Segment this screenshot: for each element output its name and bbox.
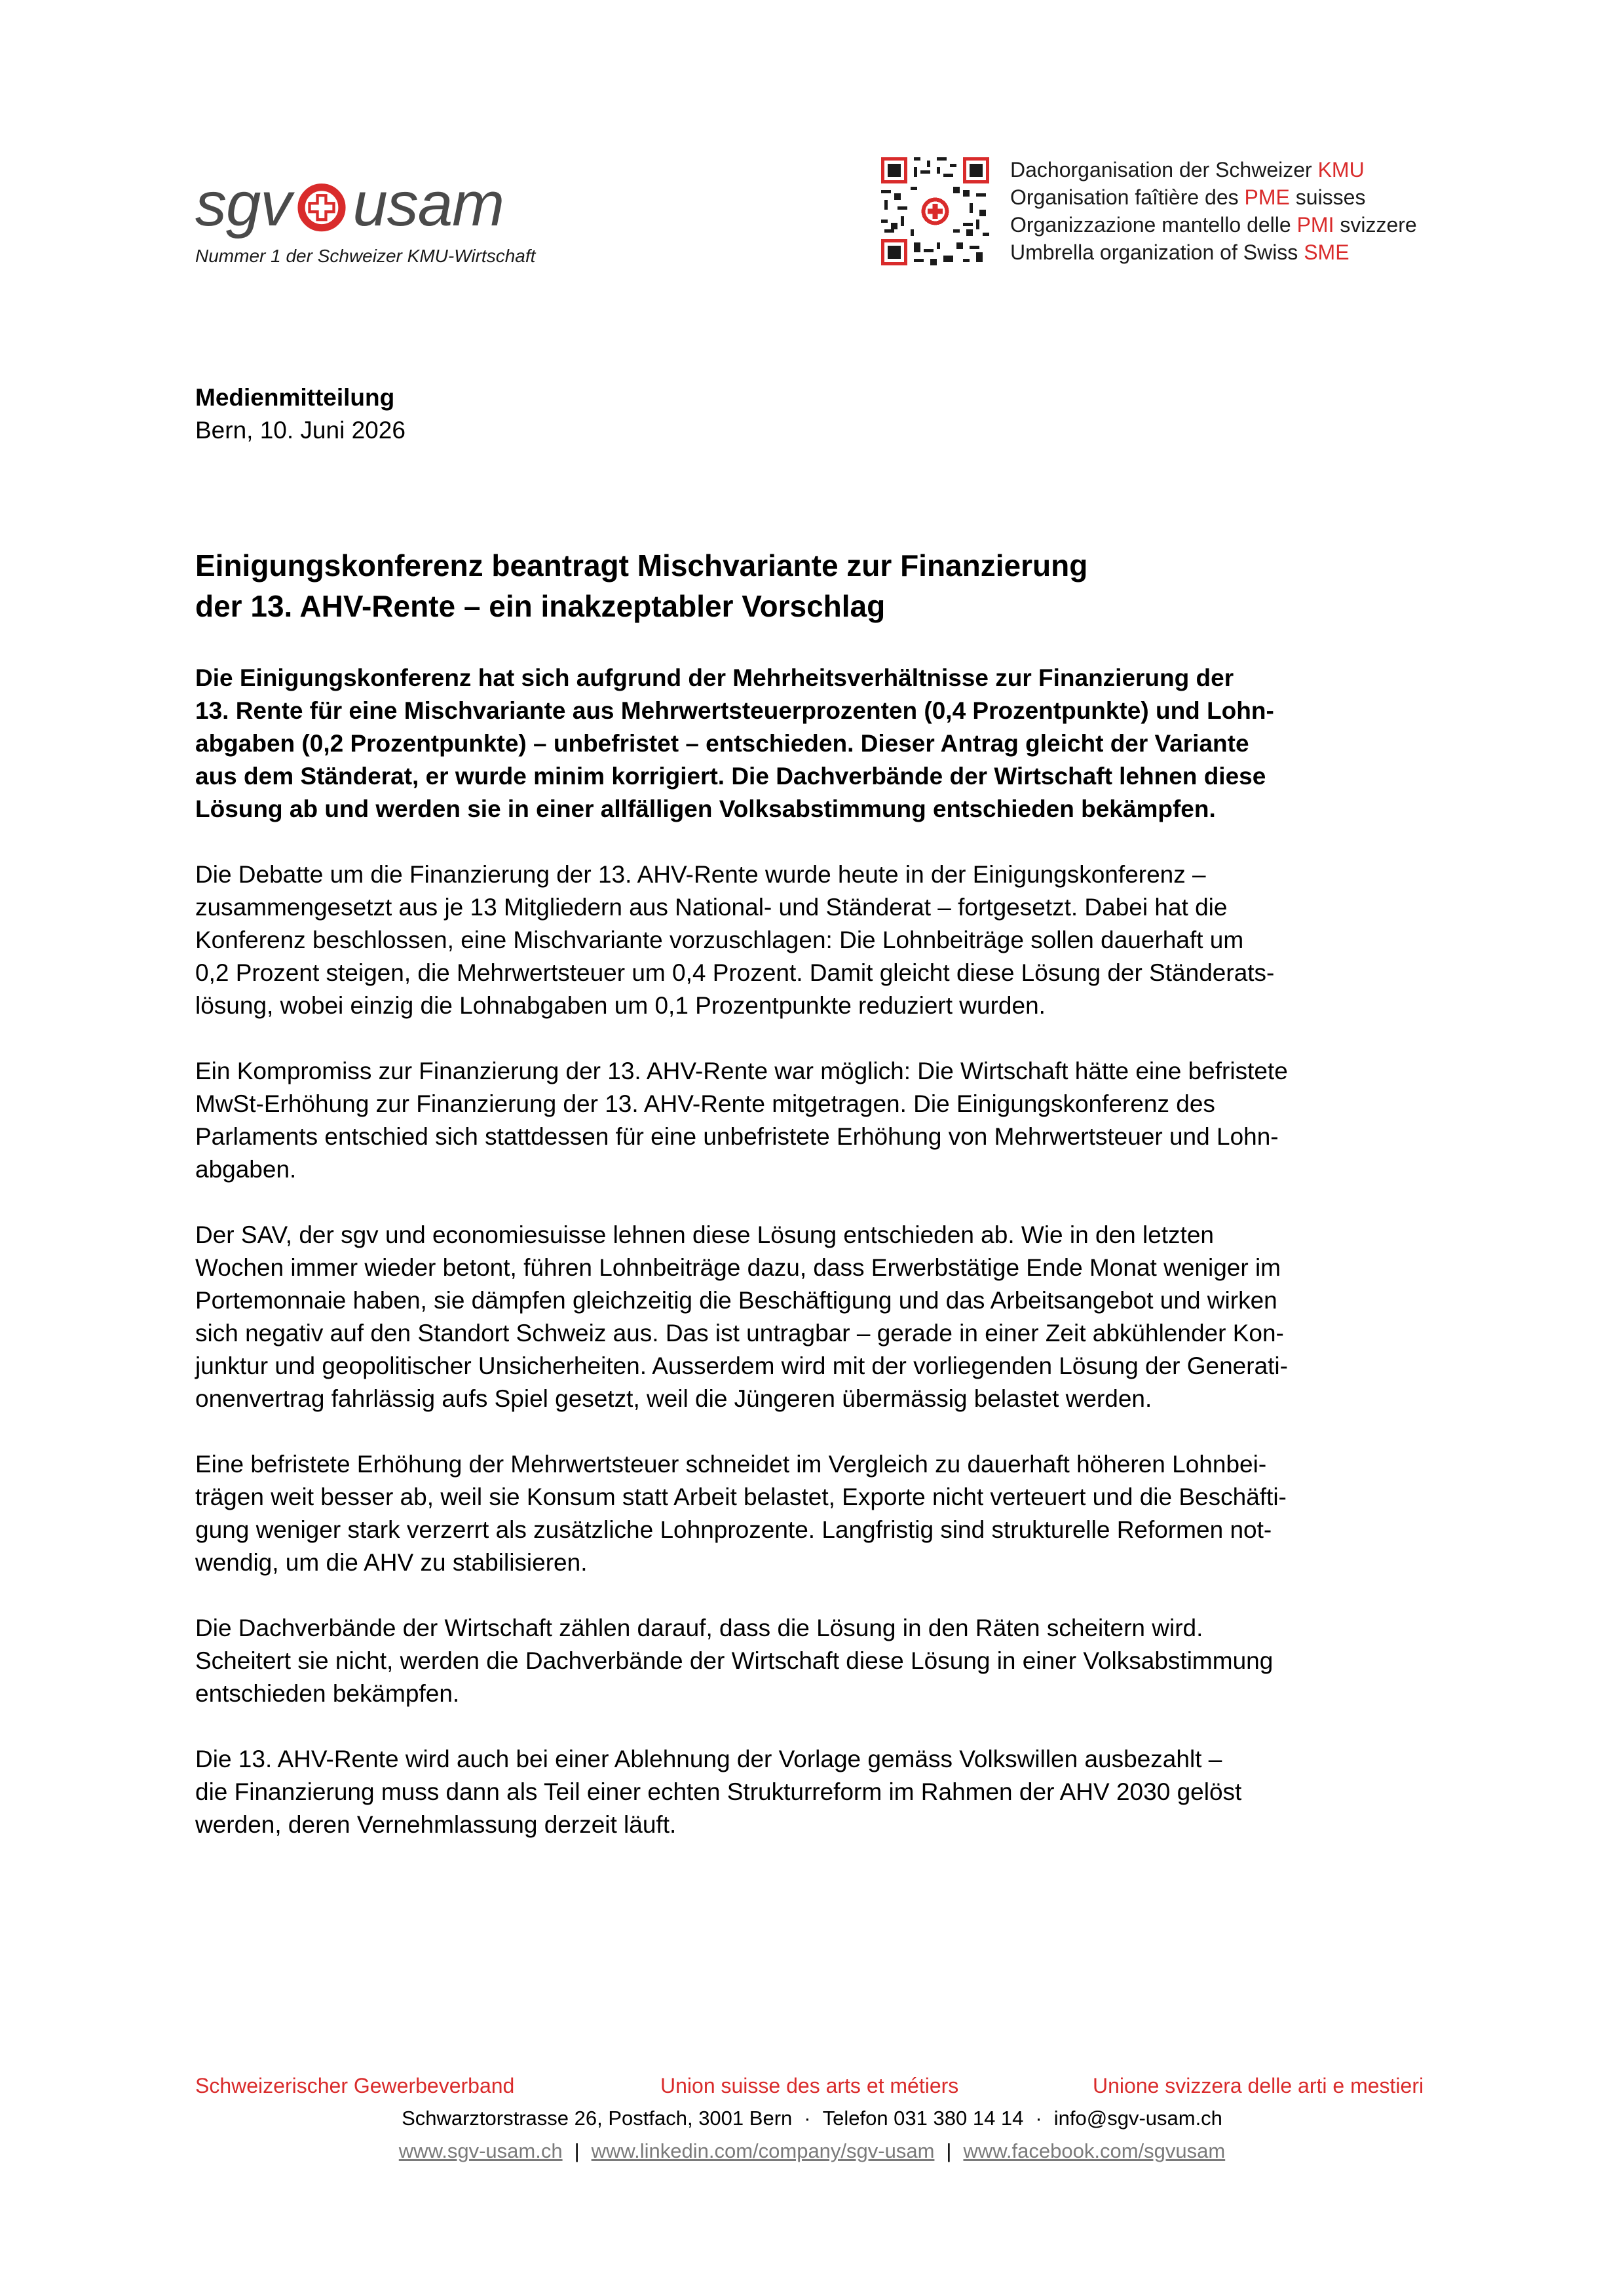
footer-name-fr: Union suisse des arts et métiers bbox=[660, 2074, 959, 2097]
paragraph-line: gung weniger stark verzerrt als zusätzliche Lohnprozente. Langfristig sind strukturelle Reformen not- bbox=[195, 1516, 1272, 1543]
paragraph-line: Scheitert sie nicht, werden die Dachverbände der Wirtschaft diese Lösung in einer Volksabstimmung bbox=[195, 1647, 1274, 1674]
footer-phone: Telefon 031 380 14 14 bbox=[822, 2107, 1024, 2130]
lead-line: aus dem Ständerat, er wurde minim korrigiert. Die Dachverbände der Wirtschaft lehnen diese bbox=[195, 763, 1266, 790]
document-type: Medienmitteilung bbox=[195, 384, 395, 411]
lead-line: Lösung ab und werden sie in einer allfälligen Volksabstimmung entschieden bekämpfen. bbox=[195, 795, 1216, 822]
footer-name-it: Unione svizzera delle arti e mestieri bbox=[1093, 2074, 1424, 2097]
organisation-line-fr: Organisation faîtière des PME suisses bbox=[1010, 185, 1366, 209]
sgv-usam-logo bbox=[195, 169, 562, 250]
lead-line: Die Einigungskonferenz hat sich aufgrund der Mehrheitsverhältnisse zur Finanzierung der bbox=[195, 664, 1234, 691]
paragraph-line: trägen weit besser ab, weil sie Konsum statt Arbeit belastet, Exporte nicht verteuert und die Beschäfti- bbox=[195, 1483, 1287, 1510]
paragraph-line: lösung, wobei einzig die Lohnabgaben um 0,1 Prozentpunkte reduziert wurden. bbox=[195, 992, 1046, 1019]
paragraph-line: Portemonnaie haben, sie dämpfen gleichzeitig die Beschäftigung und das Arbeitsangebot und wirken bbox=[195, 1287, 1277, 1314]
page-title bbox=[195, 545, 1440, 626]
paragraph-line: 0,2 Prozent steigen, die Mehrwertsteuer um 0,4 Prozent. Damit gleicht diese Lösung der Ständerats- bbox=[195, 959, 1275, 986]
body-paragraph-4 bbox=[195, 1448, 1440, 1579]
paragraph-line: Die 13. AHV-Rente wird auch bei einer Ablehnung der Vorlage gemäss Volkswillen ausbezahlt – bbox=[195, 1746, 1222, 1772]
separator-dot: · bbox=[1035, 2107, 1042, 2130]
paragraph-line: die Finanzierung muss dann als Teil einer echten Strukturreform im Rahmen der AHV 2030 gelöst bbox=[195, 1778, 1242, 1805]
paragraph-line: abgaben. bbox=[195, 1156, 297, 1183]
body-paragraph-5 bbox=[195, 1612, 1440, 1710]
separator-bar: | bbox=[946, 2139, 952, 2162]
logo-text-usam: usam bbox=[352, 169, 504, 239]
organisation-line-en: Umbrella organization of Swiss SME bbox=[1010, 240, 1350, 264]
paragraph-line: sich negativ auf den Standort Schweiz aus. Das ist untragbar – gerade in einer Zeit abkühlender Kon- bbox=[195, 1320, 1284, 1347]
paragraph-line: Ein Kompromiss zur Finanzierung der 13. AHV-Rente war möglich: Die Wirtschaft hätte eine befristete bbox=[195, 1058, 1288, 1084]
paragraph-line: entschieden bekämpfen. bbox=[195, 1680, 460, 1707]
footer-address: Schwarztorstrasse 26, Postfach, 3001 Bern bbox=[402, 2107, 793, 2130]
paragraph-line: MwSt-Erhöhung zur Finanzierung der 13. AHV-Rente mitgetragen. Die Einigungskonferenz des bbox=[195, 1090, 1215, 1117]
body-paragraph-1 bbox=[195, 858, 1440, 1022]
link-facebook[interactable]: www.facebook.com/sgvusam bbox=[963, 2139, 1226, 2162]
paragraph-line: wendig, um die AHV zu stabilisieren. bbox=[195, 1549, 588, 1576]
separator-dot: · bbox=[804, 2107, 811, 2130]
link-website[interactable]: www.sgv-usam.ch bbox=[398, 2139, 563, 2162]
paragraph-line: Konferenz beschlossen, eine Mischvariante vorzuschlagen: Die Lohnbeiträge sollen dauerhaft um bbox=[195, 927, 1244, 953]
paragraph-line: junktur und geopolitischer Unsicherheiten. Ausserdem wird mit der vorliegenden Lösung der Generati- bbox=[195, 1352, 1288, 1379]
paragraph-line: onenvertrag fahrlässig aufs Spiel gesetzt, weil die Jüngeren übermässig belastet werden. bbox=[195, 1385, 1152, 1412]
footer-name-de: Schweizerischer Gewerbeverband bbox=[195, 2074, 515, 2097]
paragraph-line: Eine befristete Erhöhung der Mehrwertsteuer schneidet im Vergleich zu dauerhaft höheren Lohnbei- bbox=[195, 1451, 1267, 1478]
body-paragraph-3 bbox=[195, 1219, 1440, 1415]
footer-links bbox=[0, 2138, 1624, 2164]
paragraph-line: Der SAV, der sgv und economiesuisse lehnen diese Lösung entschieden ab. Wie in den letzten bbox=[195, 1221, 1214, 1248]
footer-contact bbox=[0, 2105, 1624, 2132]
organisation-line-de: Dachorganisation der Schweizer KMU bbox=[1010, 158, 1365, 182]
paragraph-line: werden, deren Vernehmlassung derzeit läuft. bbox=[195, 1811, 677, 1838]
title-line: der 13. AHV-Rente – ein inakzeptabler Vorschlag bbox=[195, 589, 886, 623]
separator-bar: | bbox=[574, 2139, 580, 2162]
title-line: Einigungskonferenz beantragt Mischvariante zur Finanzierung bbox=[195, 548, 1088, 583]
body-paragraph-6 bbox=[195, 1743, 1440, 1841]
lead-line: abgaben (0,2 Prozentpunkte) – unbefristet – entschieden. Dieser Antrag gleicht der Variante bbox=[195, 730, 1249, 757]
paragraph-line: zusammengesetzt aus je 13 Mitgliedern aus National- und Ständerat – fortgesetzt. Dabei hat die bbox=[195, 894, 1228, 921]
footer-email[interactable]: info@sgv-usam.ch bbox=[1053, 2107, 1222, 2130]
place-date: Bern, 10. Juni 2026 bbox=[195, 417, 406, 444]
link-linkedin[interactable]: www.linkedin.com/company/sgv-usam bbox=[591, 2139, 935, 2162]
logo-tagline: Nummer 1 der Schweizer KMU-Wirtschaft bbox=[195, 246, 536, 266]
body-paragraph-2 bbox=[195, 1055, 1440, 1186]
paragraph-line: Wochen immer wieder betont, führen Lohnbeiträge dazu, dass Erwerbstätige Ende Monat weniger im bbox=[195, 1254, 1281, 1281]
lead-line: 13. Rente für eine Mischvariante aus Mehrwertsteuerprozenten (0,4 Prozentpunkte) und Lohn- bbox=[195, 697, 1274, 724]
logo-text-sgv: sgv bbox=[195, 169, 292, 239]
paragraph-line: Die Dachverbände der Wirtschaft zählen darauf, dass die Lösung in den Räten scheitern wird. bbox=[195, 1615, 1203, 1641]
organisation-lines bbox=[1010, 156, 1417, 266]
lead-paragraph bbox=[195, 662, 1440, 826]
organisation-line-it: Organizzazione mantello delle PMI svizzere bbox=[1010, 213, 1417, 237]
paragraph-line: Parlaments entschied sich stattdessen für eine unbefristete Erhöhung von Mehrwertsteuer und Lohn- bbox=[195, 1123, 1279, 1150]
qr-code-icon bbox=[881, 157, 989, 265]
paragraph-line: Die Debatte um die Finanzierung der 13. AHV-Rente wurde heute in der Einigungskonferenz – bbox=[195, 861, 1206, 888]
swiss-cross-ring-icon bbox=[293, 178, 350, 235]
